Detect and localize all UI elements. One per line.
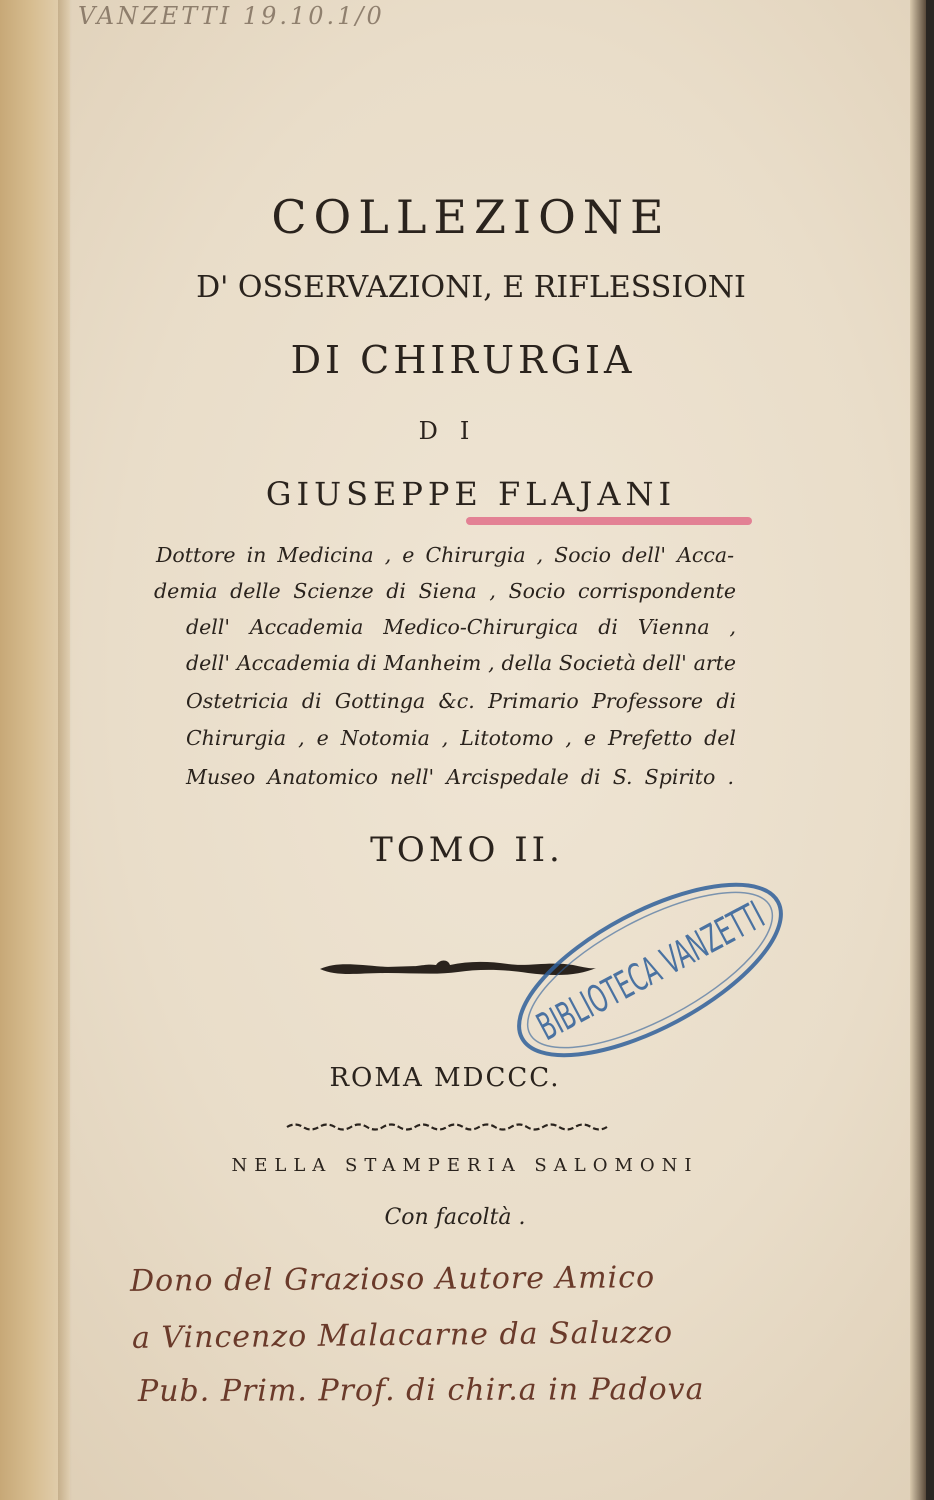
library-stamp (500, 811, 924, 1070)
description-line: Museo Anatomico nell' Arcispedale di S. Spirito . (186, 765, 734, 789)
title-line-3: DI CHIRURGIA (290, 338, 636, 382)
handwritten-line: Dono del Grazioso Autore Amico (129, 1260, 656, 1299)
description-line: dell' Accademia Medico-Chirurgica di Vienna , (186, 615, 736, 639)
red-underline (466, 517, 752, 525)
volume-label: TOMO II. (370, 830, 564, 870)
description-line: Dottore in Medicina , e Chirurgia , Socio dell' Acca- (156, 543, 734, 567)
printer-line: NELLA STAMPERIA SALOMONI (231, 1155, 699, 1176)
stamp-text: BIBLIOTECA VANZETTI (529, 811, 924, 1049)
author-name: GIUSEPPE FLAJANI (265, 475, 677, 513)
permission-line: Con facoltà . (384, 1205, 526, 1230)
title-line-di: DI (418, 417, 492, 445)
title-line-2: D' OSSERVAZIONI, E RIFLESSIONI (196, 270, 746, 305)
handwritten-line: a Vincenzo Malacarne da Saluzzo (131, 1315, 674, 1356)
imprint-place-date: ROMA MDCCC. (329, 1063, 561, 1093)
pencil-note: VANZETTI 19.10.1/0 (78, 2, 385, 30)
description-line: Chirurgia , e Notomia , Litotomo , e Prefetto del (186, 726, 736, 750)
description-line: dell' Accademia di Manheim , della Società dell' arte (186, 651, 736, 675)
description-line: demia delle Scienze di Siena , Socio corrispondente (154, 579, 736, 603)
handwritten-line: Pub. Prim. Prof. di chir.a in Padova (137, 1372, 705, 1409)
description-line: Ostetricia di Gottinga &c. Primario Professore di (186, 689, 736, 713)
title-line-1: COLLEZIONE (271, 190, 671, 244)
dotted-rule-icon (285, 1120, 615, 1134)
